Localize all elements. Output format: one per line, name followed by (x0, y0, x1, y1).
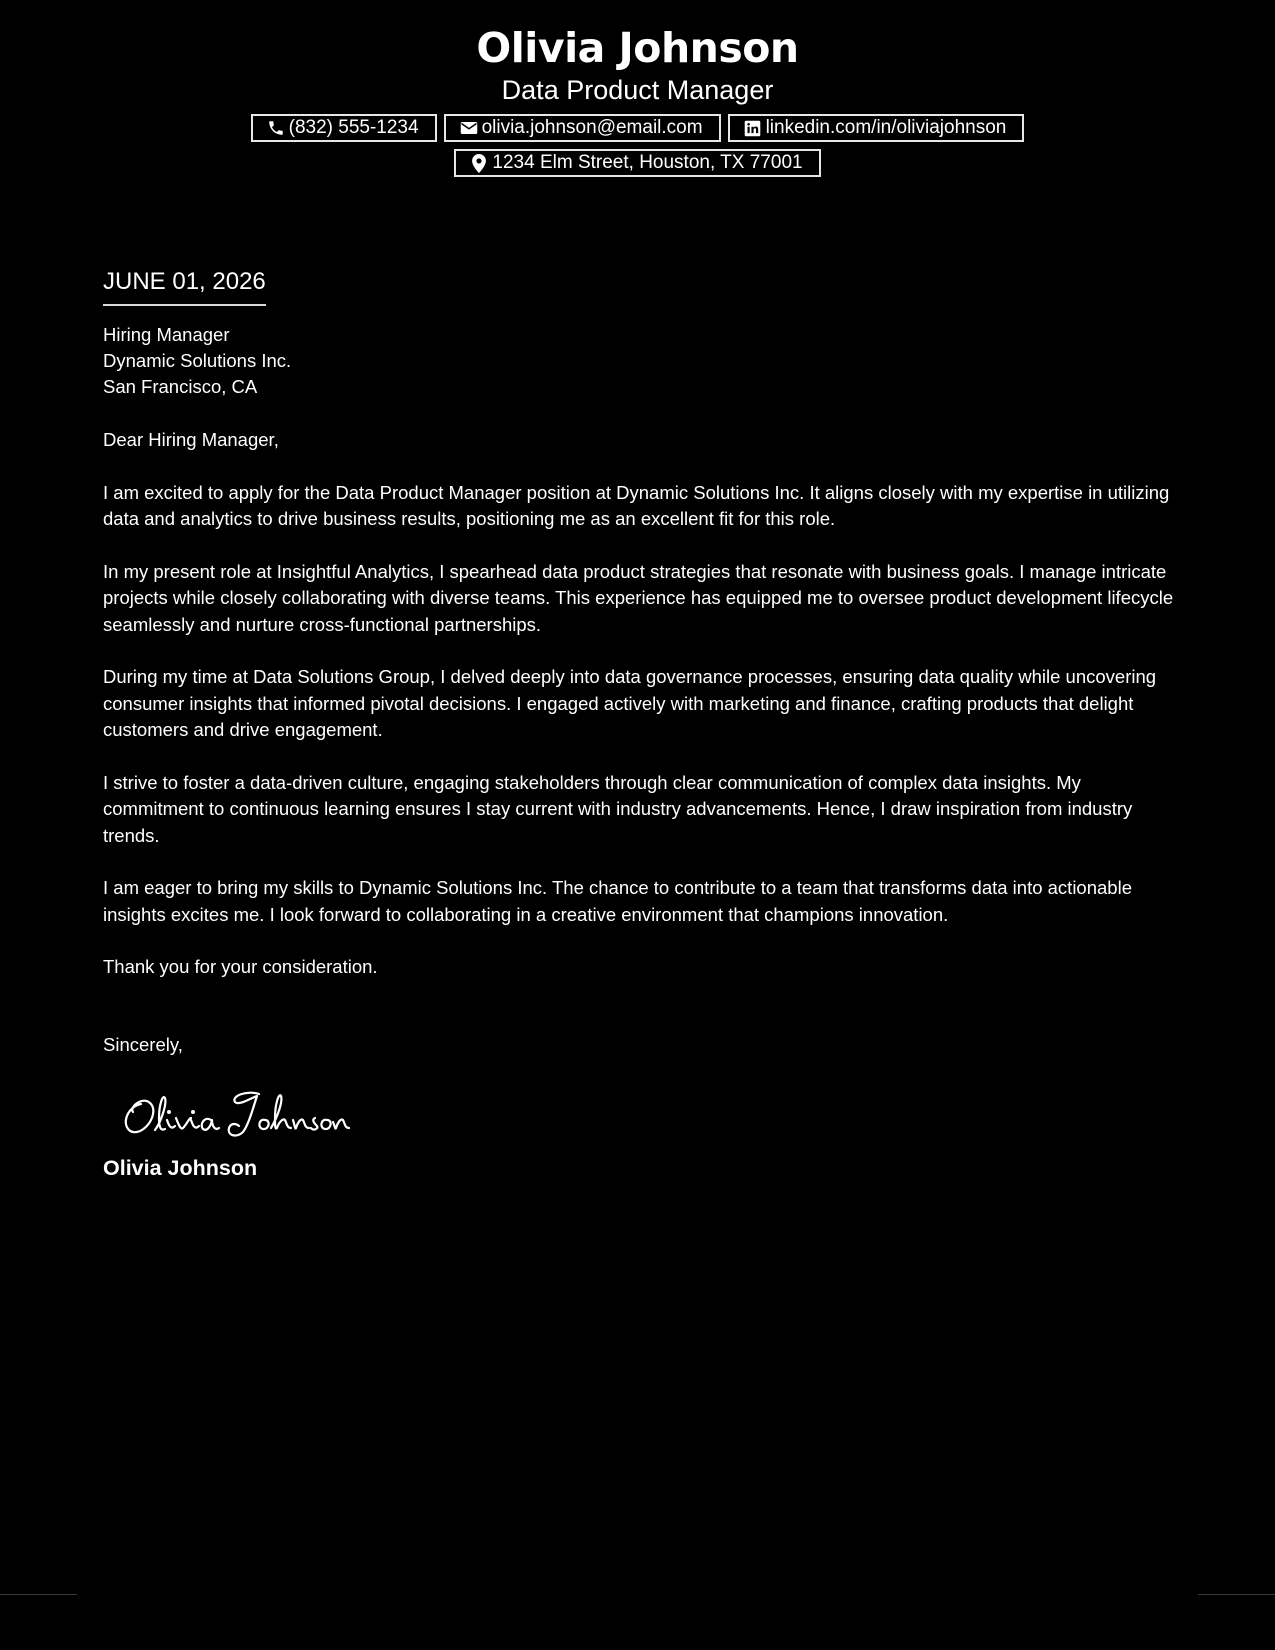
applicant-name: Olivia Johnson (476, 24, 799, 72)
recipient-line: Hiring Manager (103, 324, 230, 345)
closing-paragraph: Thank you for your consideration. (103, 956, 378, 977)
body-paragraph: During my time at Data Solutions Group, I delved deeply into data governance processes, ensuring data quality while uncovering consumer insights that informed pivotal decisions. I engaged actively with marketing and finance, crafting products that delight customers and drive engagement. (103, 666, 1157, 740)
phone-text: (832) 555-1234 (288, 117, 419, 138)
email-chip[interactable] (444, 114, 721, 142)
body-paragraph: I am excited to apply for the Data Product Manager position at Dynamic Solutions Inc. It aligns closely with my expertise in utilizing data and analytics to drive business results, positioning me as an excellent fit for this role. (103, 481, 1170, 529)
linkedin-chip[interactable] (728, 114, 1025, 142)
phone-chip[interactable] (251, 114, 437, 142)
signoff: Sincerely, (103, 1033, 183, 1055)
linkedin-text: linkedin.com/in/oliviajohnson (765, 117, 1007, 138)
contact-row (0, 114, 1275, 142)
letter-header (0, 22, 1275, 177)
recipient-block (103, 322, 1178, 400)
linkedin-icon (743, 118, 763, 138)
body-paragraph: I strive to foster a data-driven culture, engaging stakeholders through clear communication of complex data insights. My commitment to continuous learning ensures I stay current with industry advancements. Hence, I draw inspiration from industry trends. (103, 771, 1133, 846)
phone-icon (266, 118, 286, 138)
address-chip[interactable] (454, 149, 820, 177)
body-paragraph: In my present role at Insightful Analytics, I spearhead data product strategies that resonate with business goals. I manage intricate projects while closely collaborating with diverse teams. This experience has equipped me to oversee product development lifecycle seamlessly and nurture cross-functional partnerships. (103, 560, 1174, 635)
recipient-line: San Francisco, CA (103, 376, 258, 397)
address-row (0, 149, 1275, 177)
signed-name: Olivia Johnson (103, 1156, 258, 1180)
map-marker-icon (469, 153, 489, 173)
recipient-line: Dynamic Solutions Inc. (103, 350, 292, 371)
body-paragraph: I am eager to bring my skills to Dynamic Solutions Inc. The chance to contribute to a team that transforms data into actionable insights excites me. I look forward to collaborating in a creative environment that champions innovation. (103, 877, 1132, 925)
applicant-title: Data Product Manager (501, 75, 774, 105)
footer-divider-left (0, 1594, 77, 1595)
letter-date: JUNE 01, 2026 (103, 262, 266, 306)
footer-divider-right (1198, 1594, 1275, 1595)
letter-body (103, 262, 1178, 1182)
address-text: 1234 Elm Street, Houston, TX 77001 (492, 152, 803, 173)
email-text: olivia.johnson@email.com (481, 117, 703, 138)
envelope-icon (459, 118, 479, 138)
salutation: Dear Hiring Manager, (103, 429, 279, 450)
handwritten-signature (119, 1082, 1178, 1142)
